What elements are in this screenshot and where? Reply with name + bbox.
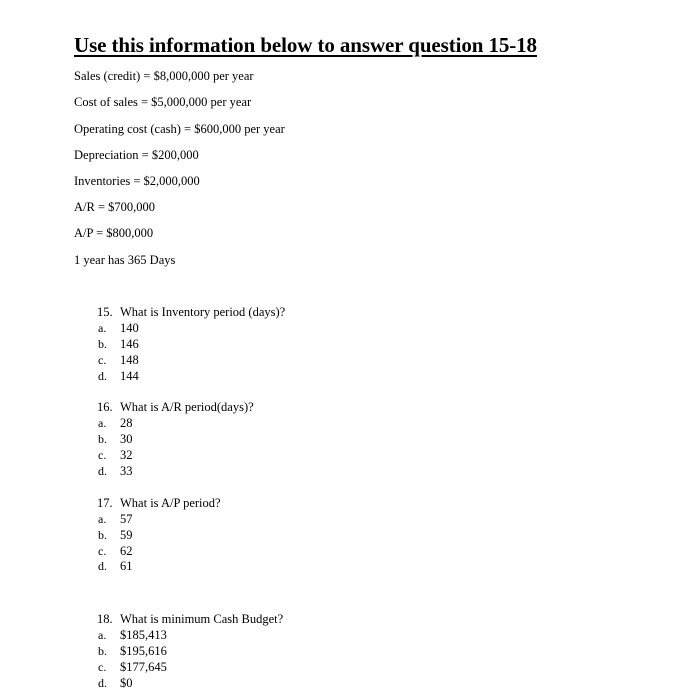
- fact-accounts-receivable: A/R = $700,000: [74, 200, 156, 214]
- option-letter: b.: [98, 644, 107, 658]
- question-text: What is A/P period?: [120, 496, 221, 510]
- fact-sales: Sales (credit) = $8,000,000 per year: [74, 69, 254, 83]
- page-title: Use this information below to answer question 15-18: [74, 33, 537, 57]
- option-value: 140: [120, 321, 139, 335]
- fact-depreciation: Depreciation = $200,000: [74, 148, 199, 162]
- fact-accounts-payable: A/P = $800,000: [74, 226, 154, 240]
- option-letter: d.: [98, 559, 107, 573]
- option-value: $185,413: [120, 628, 167, 642]
- question-number: 17.: [97, 496, 113, 510]
- option-letter: a.: [98, 416, 107, 430]
- option-letter: b.: [98, 337, 107, 351]
- fact-inventories: Inventories = $2,000,000: [74, 174, 200, 188]
- option-value: 62: [120, 544, 133, 558]
- option-value: 33: [120, 464, 133, 478]
- option-letter: a.: [98, 321, 107, 335]
- question-text: What is Inventory period (days)?: [120, 305, 286, 319]
- fact-operating-cost: Operating cost (cash) = $600,000 per year: [74, 122, 285, 136]
- option-value: 32: [120, 448, 133, 462]
- option-letter: d.: [98, 369, 107, 383]
- option-letter: a.: [98, 628, 107, 642]
- option-letter: d.: [98, 676, 107, 690]
- option-value: 59: [120, 528, 133, 542]
- option-value: 30: [120, 432, 133, 446]
- option-letter: d.: [98, 464, 107, 478]
- option-value: $0: [120, 676, 133, 690]
- option-letter: c.: [98, 448, 107, 462]
- question-text: What is A/R period(days)?: [120, 400, 254, 414]
- option-value: 61: [120, 559, 133, 573]
- option-letter: c.: [98, 660, 107, 674]
- option-value: 146: [120, 337, 139, 351]
- fact-cost-of-sales: Cost of sales = $5,000,000 per year: [74, 95, 252, 109]
- option-value: 57: [120, 512, 133, 526]
- option-letter: a.: [98, 512, 107, 526]
- option-value: 144: [120, 369, 139, 383]
- question-text: What is minimum Cash Budget?: [120, 612, 284, 626]
- question-number: 18.: [97, 612, 113, 626]
- question-number: 15.: [97, 305, 113, 319]
- fact-days-per-year: 1 year has 365 Days: [74, 253, 176, 267]
- option-letter: c.: [98, 353, 107, 367]
- option-letter: b.: [98, 528, 107, 542]
- option-letter: b.: [98, 432, 107, 446]
- option-value: 28: [120, 416, 133, 430]
- option-value: $177,645: [120, 660, 167, 674]
- question-number: 16.: [97, 400, 113, 414]
- option-letter: c.: [98, 544, 107, 558]
- option-value: 148: [120, 353, 139, 367]
- option-value: $195,616: [120, 644, 167, 658]
